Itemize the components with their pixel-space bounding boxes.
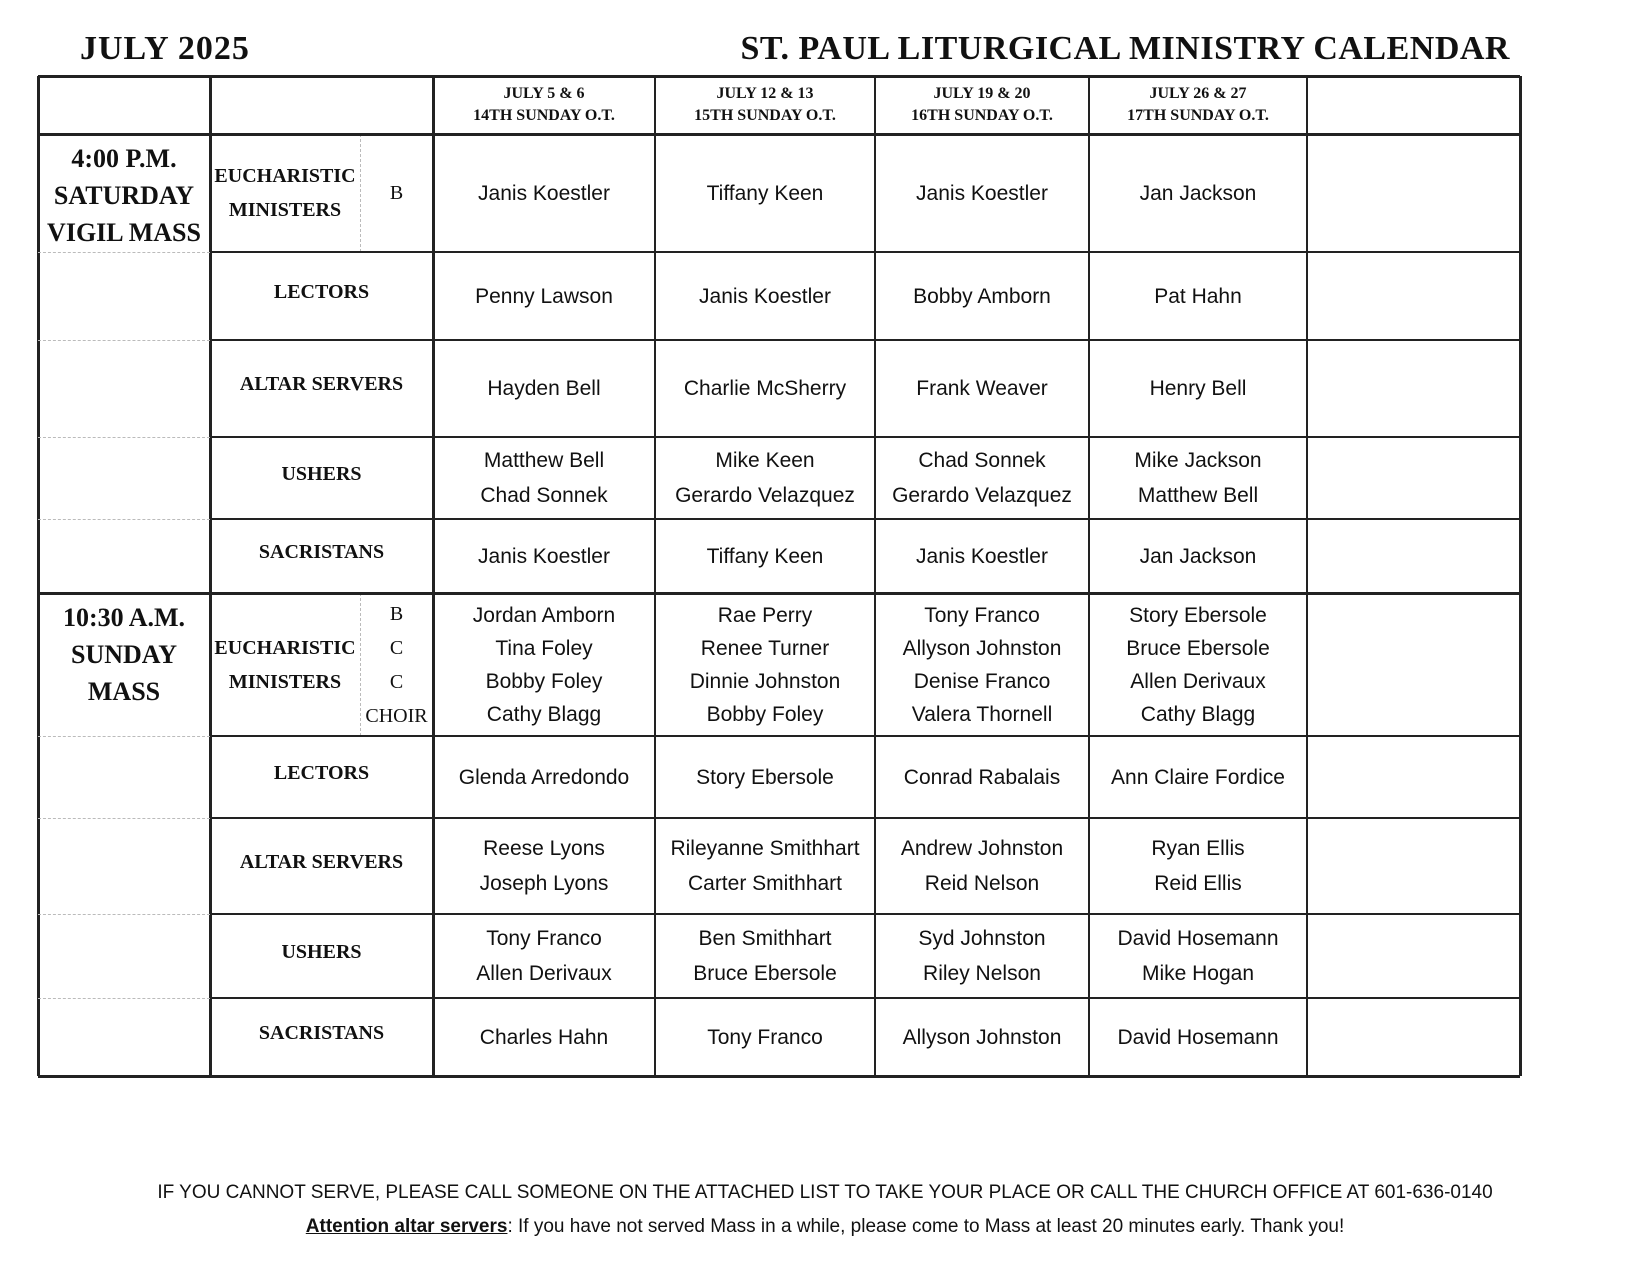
- minister-name: Mike Keen: [715, 449, 815, 472]
- minister-name: Valera Thornell: [911, 702, 1053, 726]
- sunday-lectors-cell: [433, 736, 655, 818]
- sunday-ushers-cell: [655, 914, 875, 998]
- week-header: [433, 76, 655, 134]
- divider: [360, 134, 361, 252]
- divider: [38, 914, 210, 915]
- minister-name: Frank Weaver: [916, 377, 1048, 400]
- minister-name: Glenda Arredondo: [458, 765, 630, 789]
- divider: [360, 593, 361, 736]
- week-dates: JULY 5 & 6: [503, 85, 585, 102]
- sunday-ushers-cell: [875, 914, 1089, 998]
- sunday-altar-servers-label: ALTAR SERVERS: [239, 850, 404, 873]
- footer-notice: IF YOU CANNOT SERVE, PLEASE CALL SOMEONE ON THE ATTACHED LIST TO TAKE YOUR PLACE OR CALL THE CHURCH OFFICE AT 601-636-0140: [157, 1182, 1493, 1203]
- saturday-altar-servers-cell: [875, 340, 1089, 437]
- week-header: [655, 76, 875, 134]
- sunday-altar-servers-cell: [875, 818, 1089, 914]
- divider: [38, 519, 210, 520]
- sunday-lectors-label: LECTORS: [273, 761, 370, 784]
- minister-name: Tony Franco: [707, 1025, 823, 1049]
- minister-name: Andrew Johnston: [900, 837, 1064, 860]
- minister-name: Allyson Johnston: [902, 636, 1062, 660]
- minister-name: Ben Smithhart: [698, 927, 832, 950]
- minister-name: Gerardo Velazquez: [892, 484, 1072, 507]
- minister-name: Tina Foley: [495, 636, 593, 660]
- saturday-lectors-cell: [875, 252, 1089, 340]
- column-divider: [1088, 76, 1090, 1076]
- sunday-eucharistic-ministers-label: [210, 593, 360, 736]
- saturday-eucharistic-ministers-label: [210, 134, 360, 252]
- saturday-sacristans-cell: [433, 519, 655, 593]
- minister-name: Allyson Johnston: [902, 1025, 1062, 1049]
- minister-name: Jan Jackson: [1139, 181, 1257, 205]
- minister-name: Syd Johnston: [918, 927, 1046, 950]
- row-divider: [210, 817, 1520, 819]
- column-divider: [1306, 76, 1308, 1076]
- minister-name: Janis Koestler: [699, 284, 831, 308]
- minister-name: Janis Koestler: [916, 544, 1048, 568]
- week-header: [875, 76, 1089, 134]
- minister-name: Reid Nelson: [924, 872, 1040, 895]
- saturday-lectors-cell: [433, 252, 655, 340]
- minister-name: Hayden Bell: [487, 377, 601, 400]
- sunday-sacristans-cell: [655, 998, 875, 1076]
- sunday-lectors-cell: [655, 736, 875, 818]
- minister-name: Dinnie Johnston: [689, 669, 841, 693]
- sunday-ushers-cell: [433, 914, 655, 998]
- minister-name: Denise Franco: [913, 669, 1051, 693]
- minister-name: Bobby Foley: [706, 702, 824, 726]
- minister-name: Rae Perry: [717, 603, 813, 627]
- row-divider: [210, 251, 1520, 253]
- sunday-sacristans-cell: [1089, 998, 1307, 1076]
- minister-name: Carter Smithhart: [687, 872, 843, 895]
- minister-name: David Hosemann: [1117, 1025, 1279, 1049]
- table-border-top: [38, 75, 1520, 78]
- saturday-eucharistic-ministers-cell: [1089, 134, 1307, 252]
- minister-name: Ann Claire Fordice: [1111, 765, 1285, 789]
- sunday-altar-servers-cell: [655, 818, 875, 914]
- saturday-eucharistic-ministers-cell: [655, 134, 875, 252]
- week-sunday: 16TH SUNDAY O.T.: [911, 107, 1053, 124]
- footer-attention-text: If you have not served Mass in a while, please come to Mass at least 20 minutes early. Thank you!: [512, 1216, 1345, 1237]
- sunday-eucharistic-ministers-cell: [433, 593, 655, 736]
- week-dates: JULY 19 & 20: [933, 85, 1031, 102]
- minister-name: Charlie McSherry: [683, 377, 847, 400]
- column-divider: [654, 76, 656, 1076]
- minister-name: Bruce Ebersole: [693, 962, 837, 985]
- sunday-eucharistic-ministers-codes: [360, 593, 433, 736]
- divider: [38, 818, 210, 819]
- saturday-altar-servers-cell: [1089, 340, 1307, 437]
- minister-name: Tiffany Keen: [706, 181, 824, 205]
- sunday-ushers-label: USHERS: [281, 940, 362, 963]
- mass-time-line: SUNDAY: [71, 640, 177, 669]
- minister-name: Story Ebersole: [1129, 603, 1267, 627]
- sunday-sacristans-cell: [433, 998, 655, 1076]
- minister-name: Janis Koestler: [478, 181, 610, 205]
- sunday-eucharistic-ministers-cell: [1089, 593, 1307, 736]
- week-sunday: 15TH SUNDAY O.T.: [694, 107, 836, 124]
- saturday-ushers-label: USHERS: [281, 462, 362, 485]
- saturday-lectors-label: LECTORS: [273, 280, 370, 303]
- mass-time-line: 10:30 A.M.: [62, 603, 186, 632]
- role-label-line: MINISTERS: [228, 670, 342, 693]
- saturday-sacristans-label: SACRISTANS: [258, 540, 385, 563]
- column-divider: [432, 76, 435, 1076]
- minister-name: Mike Hogan: [1141, 962, 1255, 985]
- minister-code: C: [389, 636, 404, 659]
- saturday-altar-servers-cell: [655, 340, 875, 437]
- saturday-sacristans-cell: [1089, 519, 1307, 593]
- saturday-eucharistic-ministers-cell: [433, 134, 655, 252]
- row-divider: [210, 997, 1520, 999]
- minister-code: C: [389, 670, 404, 693]
- saturday-sacristans-cell: [875, 519, 1089, 593]
- calendar-title: ST. PAUL LITURGICAL MINISTRY CALENDAR: [740, 30, 1510, 67]
- sunday-sacristans-cell: [875, 998, 1089, 1076]
- saturday-eucharistic-ministers-cell: [875, 134, 1089, 252]
- sunday-eucharistic-ministers-cell: [655, 593, 875, 736]
- section-divider: [38, 592, 1520, 595]
- minister-name: Allen Derivaux: [476, 962, 612, 985]
- sunday-eucharistic-ministers-cell: [875, 593, 1089, 736]
- sunday-altar-servers-cell: [433, 818, 655, 914]
- week-dates: JULY 12 & 13: [716, 85, 814, 102]
- minister-name: Penny Lawson: [475, 284, 613, 308]
- month-title: JULY 2025: [80, 30, 250, 67]
- footer-attention-label: Attention altar servers: [305, 1216, 508, 1237]
- minister-name: Cathy Blagg: [1140, 702, 1256, 726]
- divider: [38, 340, 210, 341]
- ministry-calendar-table: [38, 76, 1618, 1136]
- minister-name: Bruce Ebersole: [1126, 636, 1270, 660]
- minister-name: Jordan Amborn: [472, 603, 616, 627]
- sunday-lectors-cell: [875, 736, 1089, 818]
- minister-name: Gerardo Velazquez: [675, 484, 855, 507]
- role-label-line: MINISTERS: [228, 199, 342, 221]
- minister-name: Renee Turner: [700, 636, 830, 660]
- row-divider: [210, 518, 1520, 520]
- saturday-lectors-cell: [1089, 252, 1307, 340]
- divider: [38, 736, 210, 737]
- saturday-altar-servers-cell: [433, 340, 655, 437]
- header-divider: [38, 133, 1520, 136]
- week-sunday: 14TH SUNDAY O.T.: [473, 107, 615, 124]
- minister-code: B: [389, 182, 404, 204]
- minister-name: Pat Hahn: [1154, 284, 1242, 308]
- mass-time-line: MASS: [87, 677, 161, 706]
- mass-time-line: SATURDAY: [53, 181, 195, 210]
- divider: [38, 252, 210, 253]
- column-divider: [874, 76, 876, 1076]
- sunday-lectors-cell: [1089, 736, 1307, 818]
- minister-name: Matthew Bell: [1137, 484, 1259, 507]
- minister-name: Bobby Foley: [485, 669, 603, 693]
- mass-time-line: VIGIL MASS: [47, 218, 201, 247]
- table-border-right: [1519, 76, 1522, 1076]
- minister-name: Bobby Amborn: [913, 284, 1051, 308]
- minister-name: Ryan Ellis: [1151, 837, 1245, 860]
- minister-name: Chad Sonnek: [480, 484, 608, 507]
- minister-name: Allen Derivaux: [1130, 669, 1266, 693]
- minister-name: Conrad Rabalais: [903, 765, 1061, 789]
- saturday-sacristans-cell: [655, 519, 875, 593]
- minister-code: CHOIR: [365, 704, 428, 727]
- minister-name: Cathy Blagg: [486, 702, 602, 726]
- minister-name: Janis Koestler: [916, 181, 1048, 205]
- saturday-lectors-cell: [655, 252, 875, 340]
- minister-name: Tiffany Keen: [706, 544, 824, 568]
- minister-name: Matthew Bell: [483, 449, 605, 472]
- minister-name: David Hosemann: [1117, 927, 1279, 950]
- column-divider: [209, 76, 212, 1076]
- sunday-altar-servers-cell: [1089, 818, 1307, 914]
- minister-name: Jan Jackson: [1139, 544, 1257, 568]
- saturday-ushers-cell: [1089, 437, 1307, 519]
- role-label-line: EUCHARISTIC: [214, 165, 356, 187]
- minister-name: Janis Koestler: [478, 544, 610, 568]
- table-border-left: [37, 76, 40, 1076]
- table-border-bottom: [38, 1075, 1520, 1078]
- minister-code: B: [389, 602, 404, 625]
- minister-name: Joseph Lyons: [479, 872, 609, 895]
- row-divider: [210, 735, 1520, 737]
- week-dates: JULY 26 & 27: [1149, 85, 1247, 102]
- sunday-ushers-cell: [1089, 914, 1307, 998]
- minister-name: Mike Jackson: [1134, 449, 1262, 472]
- minister-name: Tony Franco: [924, 603, 1040, 627]
- minister-name: Henry Bell: [1149, 377, 1247, 400]
- saturday-eucharistic-ministers-codes: [360, 134, 433, 252]
- minister-name: Reid Ellis: [1154, 872, 1242, 895]
- footer-altar-servers-note: [0, 1216, 1650, 1238]
- mass-time-line: 4:00 P.M.: [71, 144, 177, 173]
- week-sunday: 17TH SUNDAY O.T.: [1127, 107, 1269, 124]
- sunday-sacristans-label: SACRISTANS: [258, 1021, 385, 1044]
- saturday-ushers-cell: [433, 437, 655, 519]
- minister-name: Riley Nelson: [923, 962, 1041, 985]
- minister-name: Charles Hahn: [479, 1025, 609, 1049]
- divider: [38, 437, 210, 438]
- minister-name: Story Ebersole: [696, 765, 834, 789]
- saturday-mass-label: [38, 134, 210, 252]
- minister-name: Tony Franco: [486, 927, 602, 950]
- footer-colon: :: [507, 1216, 513, 1237]
- divider: [38, 998, 210, 999]
- minister-name: Rileyanne Smithhart: [670, 837, 860, 860]
- minister-name: Chad Sonnek: [918, 449, 1046, 472]
- sunday-mass-label: [38, 593, 210, 736]
- row-divider: [210, 913, 1520, 915]
- row-divider: [210, 436, 1520, 438]
- minister-name: Reese Lyons: [483, 837, 605, 860]
- role-label-line: EUCHARISTIC: [214, 636, 356, 659]
- saturday-ushers-cell: [875, 437, 1089, 519]
- saturday-altar-servers-label: ALTAR SERVERS: [239, 373, 404, 395]
- week-header: [1089, 76, 1307, 134]
- row-divider: [210, 339, 1520, 341]
- saturday-ushers-cell: [655, 437, 875, 519]
